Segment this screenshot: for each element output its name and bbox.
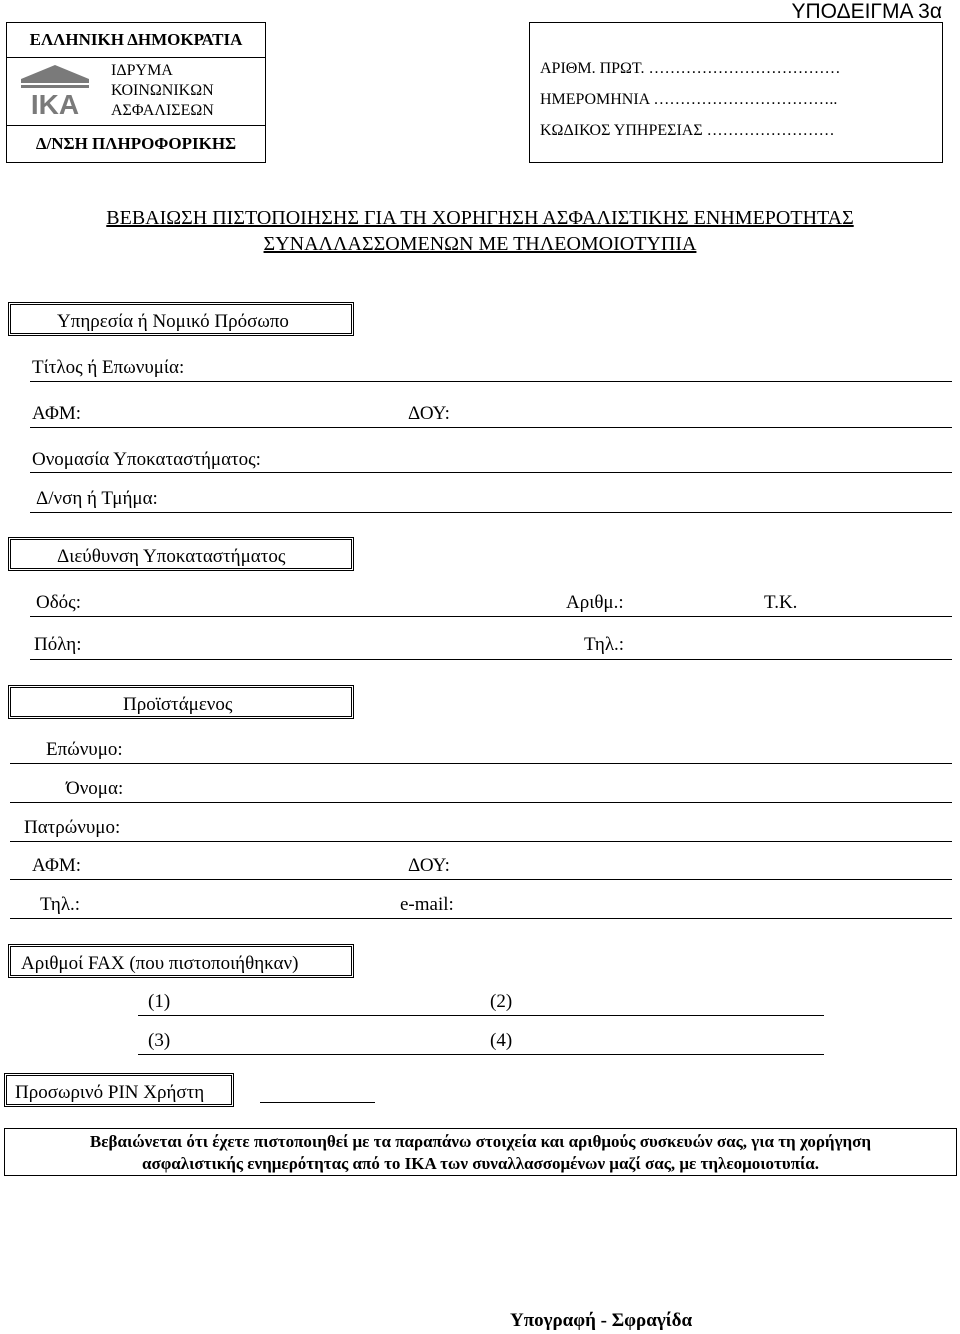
surname-label: Επώνυμο: bbox=[46, 739, 123, 760]
fax-1-label: (1) bbox=[148, 991, 171, 1012]
address-phone-label: Τηλ.: bbox=[584, 634, 625, 655]
logo-text: IKA bbox=[30, 89, 80, 120]
fax-section-heading: Αριθμοί FAX (που πιστοποιήθηκαν) bbox=[8, 944, 354, 978]
ika-logo-icon bbox=[15, 61, 95, 121]
organization-name bbox=[111, 61, 261, 121]
fax-3-4-line[interactable] bbox=[138, 1054, 824, 1055]
address-section-heading: Διεύθυνση Υποκαταστήματος bbox=[8, 537, 354, 571]
service-afm-label: ΑΦΜ: bbox=[32, 403, 82, 424]
fax-4-label: (4) bbox=[490, 1030, 513, 1051]
date-field: ΗΜΕΡΟΜΗΝΙΑ …………………………….. bbox=[540, 91, 838, 108]
manager-afm-line[interactable] bbox=[10, 879, 952, 880]
number-label: Αριθμ.: bbox=[566, 592, 624, 613]
name-label: Όνομα: bbox=[66, 778, 124, 799]
protocol-number-field: ΑΡΙΘΜ. ΠΡΩΤ. ……………………………… bbox=[540, 60, 841, 77]
department-line[interactable] bbox=[30, 512, 952, 513]
name-line[interactable] bbox=[10, 802, 952, 803]
signature-stamp-label: Υπογραφή - Σφραγίδα bbox=[510, 1310, 693, 1331]
manager-phone-label: Τηλ.: bbox=[40, 894, 81, 915]
department-field-label: Δ/νση ή Τμήμα: bbox=[36, 488, 158, 509]
manager-doy-label: ΔΟΥ: bbox=[408, 855, 450, 876]
city-line[interactable] bbox=[30, 659, 952, 660]
org-line-3: ΑΣΦΑΛΙΣΕΩΝ bbox=[111, 102, 214, 119]
service-section-heading: Υπηρεσία ή Νομικό Πρόσωπο bbox=[8, 302, 354, 336]
manager-section-heading: Προϊστάμενος bbox=[8, 685, 354, 719]
email-label: e-mail: bbox=[400, 894, 454, 915]
city-label: Πόλη: bbox=[34, 634, 82, 655]
surname-line[interactable] bbox=[10, 763, 952, 764]
manager-afm-label: ΑΦΜ: bbox=[32, 855, 82, 876]
pin-section-heading: Προσωρινό PIN Χρήστη bbox=[4, 1073, 234, 1107]
document-title bbox=[0, 205, 960, 257]
org-line-1: ΙΔΡΥΜΑ bbox=[111, 62, 173, 79]
organization-row bbox=[7, 57, 265, 126]
fax-1-2-line[interactable] bbox=[138, 1015, 824, 1016]
org-line-2: ΚΟΙΝΩΝΙΚΩΝ bbox=[111, 82, 214, 99]
header-organization-box bbox=[6, 22, 266, 163]
title-line[interactable] bbox=[30, 381, 952, 382]
father-name-label: Πατρώνυμο: bbox=[24, 817, 121, 838]
street-label: Οδός: bbox=[36, 592, 81, 613]
manager-phone-line[interactable] bbox=[10, 918, 952, 919]
pin-line[interactable] bbox=[260, 1102, 375, 1103]
service-afm-line[interactable] bbox=[30, 427, 952, 428]
certification-line-1: Βεβαιώνεται ότι έχετε πιστοποιηθεί με τα παραπάνω στοιχεία και αριθμούς συσκευών σας, για τη χορήγηση bbox=[89, 1132, 872, 1151]
father-name-line[interactable] bbox=[10, 841, 952, 842]
branch-label: Ονομασία Υποκαταστήματος: bbox=[32, 449, 261, 470]
republic-label: ΕΛΛΗΝΙΚΗ ΔΗΜΟΚΡΑΤΙΑ bbox=[7, 23, 265, 58]
service-doy-label: ΔΟΥ: bbox=[408, 403, 450, 424]
branch-line[interactable] bbox=[30, 472, 952, 473]
title-label: Τίτλος ή Επωνυμία: bbox=[32, 357, 185, 378]
zip-label: Τ.Κ. bbox=[764, 592, 798, 613]
department-label: Δ/ΝΣΗ ΠΛΗΡΟΦΟΡΙΚΗΣ bbox=[35, 134, 237, 153]
fax-3-label: (3) bbox=[148, 1030, 171, 1051]
service-code-field: ΚΩΔΙΚΟΣ ΥΠΗΡΕΣΙΑΣ …………………… bbox=[540, 122, 835, 139]
street-line[interactable] bbox=[30, 616, 952, 617]
certification-box bbox=[4, 1128, 957, 1176]
certification-line-2: ασφαλιστικής ενημερότητας από το ΙΚΑ των συναλλασσομένων μαζί σας, με τηλεομοιοτυπία. bbox=[141, 1154, 820, 1173]
title-line-2: ΣΥΝΑΛΛΑΣΣΟΜΕΝΩΝ ΜΕ ΤΗΛΕΟΜΟΙΟΤΥΠΙΑ bbox=[263, 233, 697, 255]
sample-label: ΥΠΟΔΕΙΓΜΑ 3α bbox=[791, 0, 942, 23]
protocol-box bbox=[529, 22, 943, 163]
fax-2-label: (2) bbox=[490, 991, 513, 1012]
title-line-1: ΒΕΒΑΙΩΣΗ ΠΙΣΤΟΠΟΙΗΣΗΣ ΓΙΑ ΤΗ ΧΟΡΗΓΗΣΗ ΑΣΦΑΛΙΣΤΙΚΗΣ ΕΝΗΜΕΡΟΤΗΤΑΣ bbox=[106, 207, 854, 229]
